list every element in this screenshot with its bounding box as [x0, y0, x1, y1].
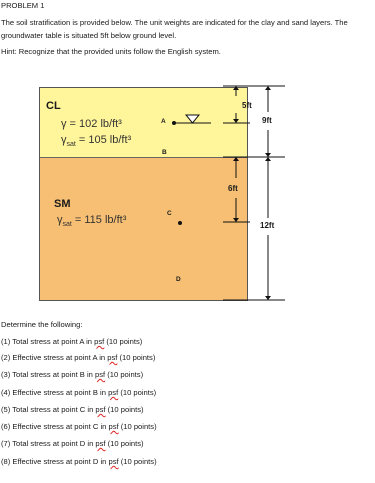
question-7: (7) Total stress at point D in psf (10 points) — [1, 439, 144, 448]
question-5: (5) Total stress at point C in psf (10 points) — [1, 405, 144, 414]
dimension-12ft: 12ft — [260, 221, 275, 230]
gamma-symbol: γ — [57, 214, 63, 226]
problem-heading: PROBLEM 1 — [1, 1, 45, 10]
dimension-5ft: 5ft — [242, 101, 252, 110]
question-2: (2) Effective stress at point A in psf (10 points) — [1, 353, 156, 362]
gamma-symbol: γ — [61, 134, 67, 146]
clay-layer-name: CL — [46, 100, 61, 112]
point-c-marker — [178, 221, 182, 225]
point-a-label: A — [161, 118, 166, 125]
sand-gamma-sat-value: = 115 lb/ft³ — [71, 214, 127, 226]
gamma-sat-subscript: sat — [62, 221, 72, 229]
sand-saturated-unit-weight — [57, 214, 126, 228]
intro-line-1: The soil stratification is provided below. The unit weights are indicated for the clay and sand layers. The — [1, 18, 348, 27]
intro-line-2: groundwater table is situated 5ft below ground level. — [1, 31, 177, 40]
question-3: (3) Total stress at point B in psf (10 points) — [1, 370, 144, 379]
soil-profile-diagram — [39, 87, 248, 301]
point-d-label: D — [176, 276, 181, 283]
clay-unit-weight: γ = 102 lb/ft³ — [61, 118, 122, 130]
question-6: (6) Effective stress at point C in psf (10 points) — [1, 422, 157, 431]
point-c-label: C — [167, 210, 172, 217]
sand-layer-name: SM — [54, 198, 71, 210]
point-a-marker — [172, 121, 176, 125]
sand-layer — [39, 158, 248, 301]
point-b-label: B — [162, 149, 167, 156]
dimension-6ft: 6ft — [228, 184, 238, 193]
question-8: (8) Effective stress at point D in psf (10 points) — [1, 457, 157, 466]
gamma-sat-subscript: sat — [66, 141, 76, 149]
question-4: (4) Effective stress at point B in psf (10 points) — [1, 388, 157, 397]
clay-gamma-sat-value: = 105 lb/ft³ — [75, 134, 132, 146]
clay-saturated-unit-weight — [61, 134, 131, 148]
determine-heading: Determine the following: — [1, 320, 83, 329]
hint-text: Hint: Recognize that the provided units follow the English system. — [1, 47, 221, 56]
question-1: (1) Total stress at point A in psf (10 points) — [1, 337, 143, 346]
dimension-9ft: 9ft — [262, 116, 272, 125]
